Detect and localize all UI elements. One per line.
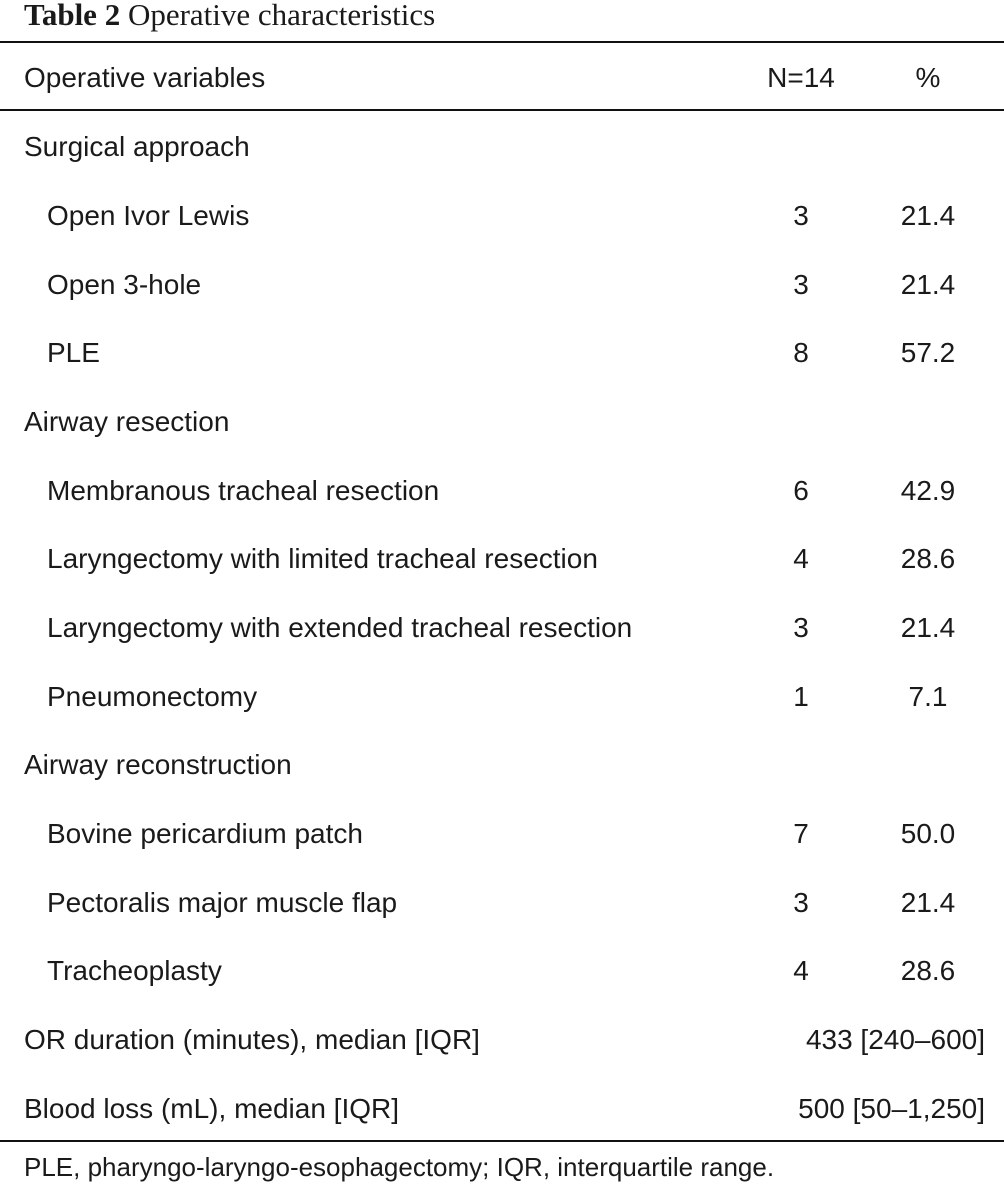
table-row: [0, 250, 1004, 319]
table-footnote: PLE, pharyngo-laryngo-esophagectomy; IQR, interquartile range.: [24, 1152, 775, 1182]
row-n: 3: [793, 269, 809, 300]
row-n: 3: [793, 612, 809, 643]
table-row: [0, 318, 1004, 387]
row-label: Open 3-hole: [47, 269, 202, 300]
row-label: Laryngectomy with limited tracheal resection: [47, 543, 598, 574]
row-label: Pneumonectomy: [47, 681, 258, 712]
table-row: [0, 662, 1004, 731]
row-pct: 28.6: [900, 543, 956, 574]
table-row-airway-reconstruction: [0, 730, 1004, 799]
row-n: 6: [793, 475, 809, 506]
table-row: [0, 524, 1004, 593]
row-pct: 28.6: [900, 955, 956, 986]
table-row: [0, 868, 1004, 937]
header-pct: %: [915, 62, 941, 93]
row-median-iqr: 500 [50–1,250]: [798, 1093, 985, 1124]
row-n: 4: [793, 955, 809, 986]
row-pct: 21.4: [900, 612, 956, 643]
row-label: Laryngectomy with extended tracheal resection: [47, 612, 633, 643]
table-caption: [24, 0, 435, 34]
table-row-surgical-approach: [0, 112, 1004, 181]
row-pct: 21.4: [900, 269, 956, 300]
row-n: 8: [793, 337, 809, 368]
row-label: Surgical approach: [24, 131, 250, 162]
header-variable: Operative variables: [24, 62, 266, 93]
table-row: [0, 936, 1004, 1005]
row-label: Open Ivor Lewis: [47, 200, 250, 231]
row-n: 3: [793, 200, 809, 231]
row-label: Airway resection: [24, 406, 230, 437]
header-rule: [0, 109, 1004, 111]
table-row-blood-loss: [0, 1074, 1004, 1143]
row-label: OR duration (minutes), median [IQR]: [24, 1024, 480, 1055]
row-label: Tracheoplasty: [47, 955, 222, 986]
row-pct: 7.1: [908, 681, 948, 712]
row-pct: 50.0: [900, 818, 956, 849]
header-n: N=14: [767, 62, 835, 93]
table-caption-label: Table 2: [24, 0, 121, 32]
row-label: Blood loss (mL), median [IQR]: [24, 1093, 400, 1124]
table-row: [0, 181, 1004, 250]
row-pct: 57.2: [900, 337, 956, 368]
row-median-iqr: 433 [240–600]: [805, 1024, 985, 1055]
row-n: 1: [793, 681, 809, 712]
row-pct: 42.9: [900, 475, 956, 506]
table-caption-text: Operative characteristics: [127, 0, 436, 32]
table-row: [0, 799, 1004, 868]
row-n: 4: [793, 543, 809, 574]
row-pct: 21.4: [900, 887, 956, 918]
table-row-airway-resection: [0, 387, 1004, 456]
table-row: [0, 593, 1004, 662]
row-label: Membranous tracheal resection: [47, 475, 440, 506]
row-n: 7: [793, 818, 809, 849]
row-pct: 21.4: [900, 200, 956, 231]
row-n: 3: [793, 887, 809, 918]
table-header-row: [0, 43, 1004, 112]
row-label: Airway reconstruction: [24, 749, 292, 780]
row-label: PLE: [47, 337, 100, 368]
table-row: [0, 456, 1004, 525]
row-label: Pectoralis major muscle flap: [47, 887, 398, 918]
row-label: Bovine pericardium patch: [47, 818, 363, 849]
table-row-or-duration: [0, 1005, 1004, 1074]
bottom-rule: [0, 1140, 1004, 1142]
